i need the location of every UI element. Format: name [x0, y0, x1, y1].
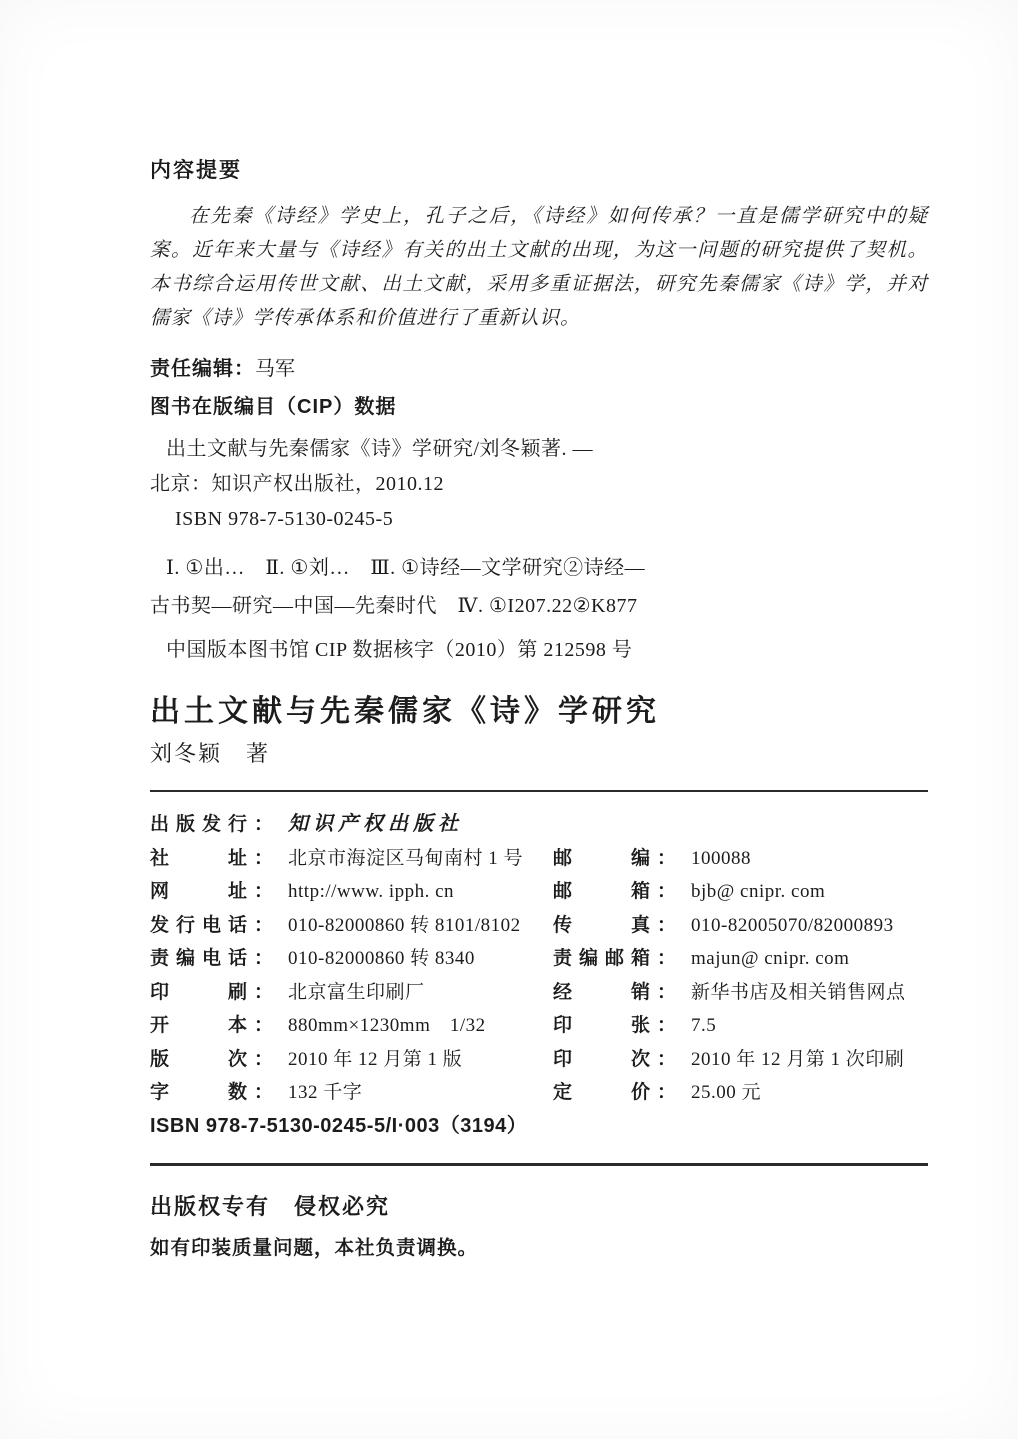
separator-rule-bottom [150, 1163, 928, 1166]
colophon-label: 印 刷： [150, 981, 281, 1003]
cip-record-line-2: 北京：知识产权出版社，2010.12 [150, 473, 444, 495]
colophon-label: 字 数： [150, 1082, 281, 1103]
colophon-cell [553, 808, 928, 842]
colophon-label: 责编电话： [150, 948, 281, 969]
cip-registry-line: 中国版本图书馆 CIP 数据核字（2010）第 212598 号 [166, 639, 633, 661]
colophon-row [150, 942, 928, 976]
colophon-label: 发行电话： [150, 914, 281, 936]
cip-classification-block [150, 549, 928, 625]
colophon-cell [553, 1076, 928, 1110]
colophon-cell [150, 909, 553, 943]
colophon-cell [150, 1076, 553, 1110]
colophon-label: 邮 编： [553, 847, 684, 869]
colophon-value: 010-82005070/82000893 [691, 914, 894, 936]
cip-record-line-3: ISBN 978-7-5130-0245-5 [175, 508, 394, 530]
colophon-row [150, 808, 928, 842]
colophon-value: 2010 年 12 月第 1 版 [288, 1048, 463, 1070]
colophon-label: 责编邮箱： [553, 948, 684, 969]
colophon-cell [553, 1009, 928, 1043]
colophon-cell [553, 909, 928, 943]
colophon-value: 100088 [691, 847, 752, 869]
colophon-value: http://www. ipph. cn [288, 881, 455, 902]
colophon-cell [150, 808, 553, 842]
colophon-label: 印 张： [553, 1015, 684, 1036]
colophon-cell [553, 942, 928, 976]
colophon-row [150, 976, 928, 1010]
colophon-row [150, 875, 928, 909]
colophon-value: 132 千字 [288, 1082, 363, 1103]
colophon-row [150, 1043, 928, 1077]
editor-label: 责任编辑： [150, 358, 255, 380]
colophon-cell [150, 1043, 553, 1077]
colophon-label: 传 真： [553, 914, 684, 936]
colophon-cell [150, 1009, 553, 1043]
colophon-block [150, 808, 928, 1143]
cip-class-line-2: 古书契—研究—中国—先秦时代 Ⅳ. ①I207.22②K877 [150, 595, 638, 617]
colophon-cell [150, 976, 553, 1010]
summary-heading: 内容提要 [150, 159, 242, 182]
editor-name: 马军 [255, 358, 295, 380]
colophon-isbn-line: ISBN 978-7-5130-0245-5/I·003（3194） [150, 1114, 528, 1137]
colophon-label: 定 价： [553, 1082, 684, 1103]
cip-heading: 图书在版编目（CIP）数据 [150, 396, 397, 418]
colophon-value: 010-82000860 转 8340 [288, 948, 475, 969]
colophon-row [150, 909, 928, 943]
publisher-logo-text: 知识产权出版社 [288, 813, 464, 835]
colophon-cell [553, 875, 928, 909]
summary-paragraph: 在先秦《诗经》学史上，孔子之后，《诗经》如何传承？一直是儒学研究中的疑案。近年来大量与《诗经》有关的出土文献的出现，为这一问题的研究提供了契机。本书综合运用传世文献、出土文献，采用多重证据法，研究先秦儒家《诗》学，并对儒家《诗》学传承体系和价值进行了重新认识。 [150, 206, 928, 329]
colophon-value: 北京市海淀区马甸南村 1 号 [288, 847, 524, 869]
colophon-value: 25.00 元 [691, 1082, 762, 1103]
colophon-label: 网 址： [150, 881, 281, 902]
cip-record-line-1: 出土文献与先秦儒家《诗》学研究/刘冬颖著. — [166, 438, 594, 460]
colophon-cell [553, 976, 928, 1010]
colophon-value: majun@ cnipr. com [691, 948, 850, 969]
copyright-notice: 出版权专有 侵权必究 [150, 1194, 391, 1219]
colophon-value: 010-82000860 转 8101/8102 [288, 914, 521, 936]
colophon-value: 7.5 [691, 1015, 717, 1036]
colophon-label: 开 本： [150, 1015, 281, 1036]
colophon-value: bjb@ cnipr. com [691, 881, 826, 902]
book-author: 刘冬颖 著 [150, 741, 271, 766]
colophon-label: 版 次： [150, 1048, 281, 1070]
editor-line [150, 356, 928, 382]
book-title: 出土文献与先秦儒家《诗》学研究 [150, 695, 660, 728]
colophon-label: 经 销： [553, 981, 684, 1003]
colophon-cell [150, 875, 553, 909]
colophon-label: 社 址： [150, 847, 281, 869]
colophon-row [150, 842, 928, 876]
colophon-value: 2010 年 12 月第 1 次印刷 [691, 1048, 905, 1070]
colophon-cell [553, 842, 928, 876]
colophon-cell [553, 1043, 928, 1077]
cip-record-block [150, 432, 928, 537]
colophon-cell [150, 842, 553, 876]
colophon-row [150, 1009, 928, 1043]
colophon-cell [150, 942, 553, 976]
colophon-value: 880mm×1230mm 1/32 [288, 1015, 486, 1036]
colophon-label: 出版发行： [150, 814, 281, 835]
separator-rule-top [150, 790, 928, 792]
cip-class-line-1: Ⅰ. ①出… Ⅱ. ①刘… Ⅲ. ①诗经—文学研究②诗经— [166, 557, 646, 579]
quality-notice: 如有印装质量问题，本社负责调换。 [150, 1237, 479, 1259]
colophon-value: 北京富生印刷厂 [288, 981, 425, 1003]
colophon-label: 印 次： [553, 1048, 684, 1070]
colophon-value: 新华书店及相关销售网点 [691, 981, 906, 1003]
colophon-label: 邮 箱： [553, 881, 684, 902]
colophon-row [150, 1076, 928, 1110]
